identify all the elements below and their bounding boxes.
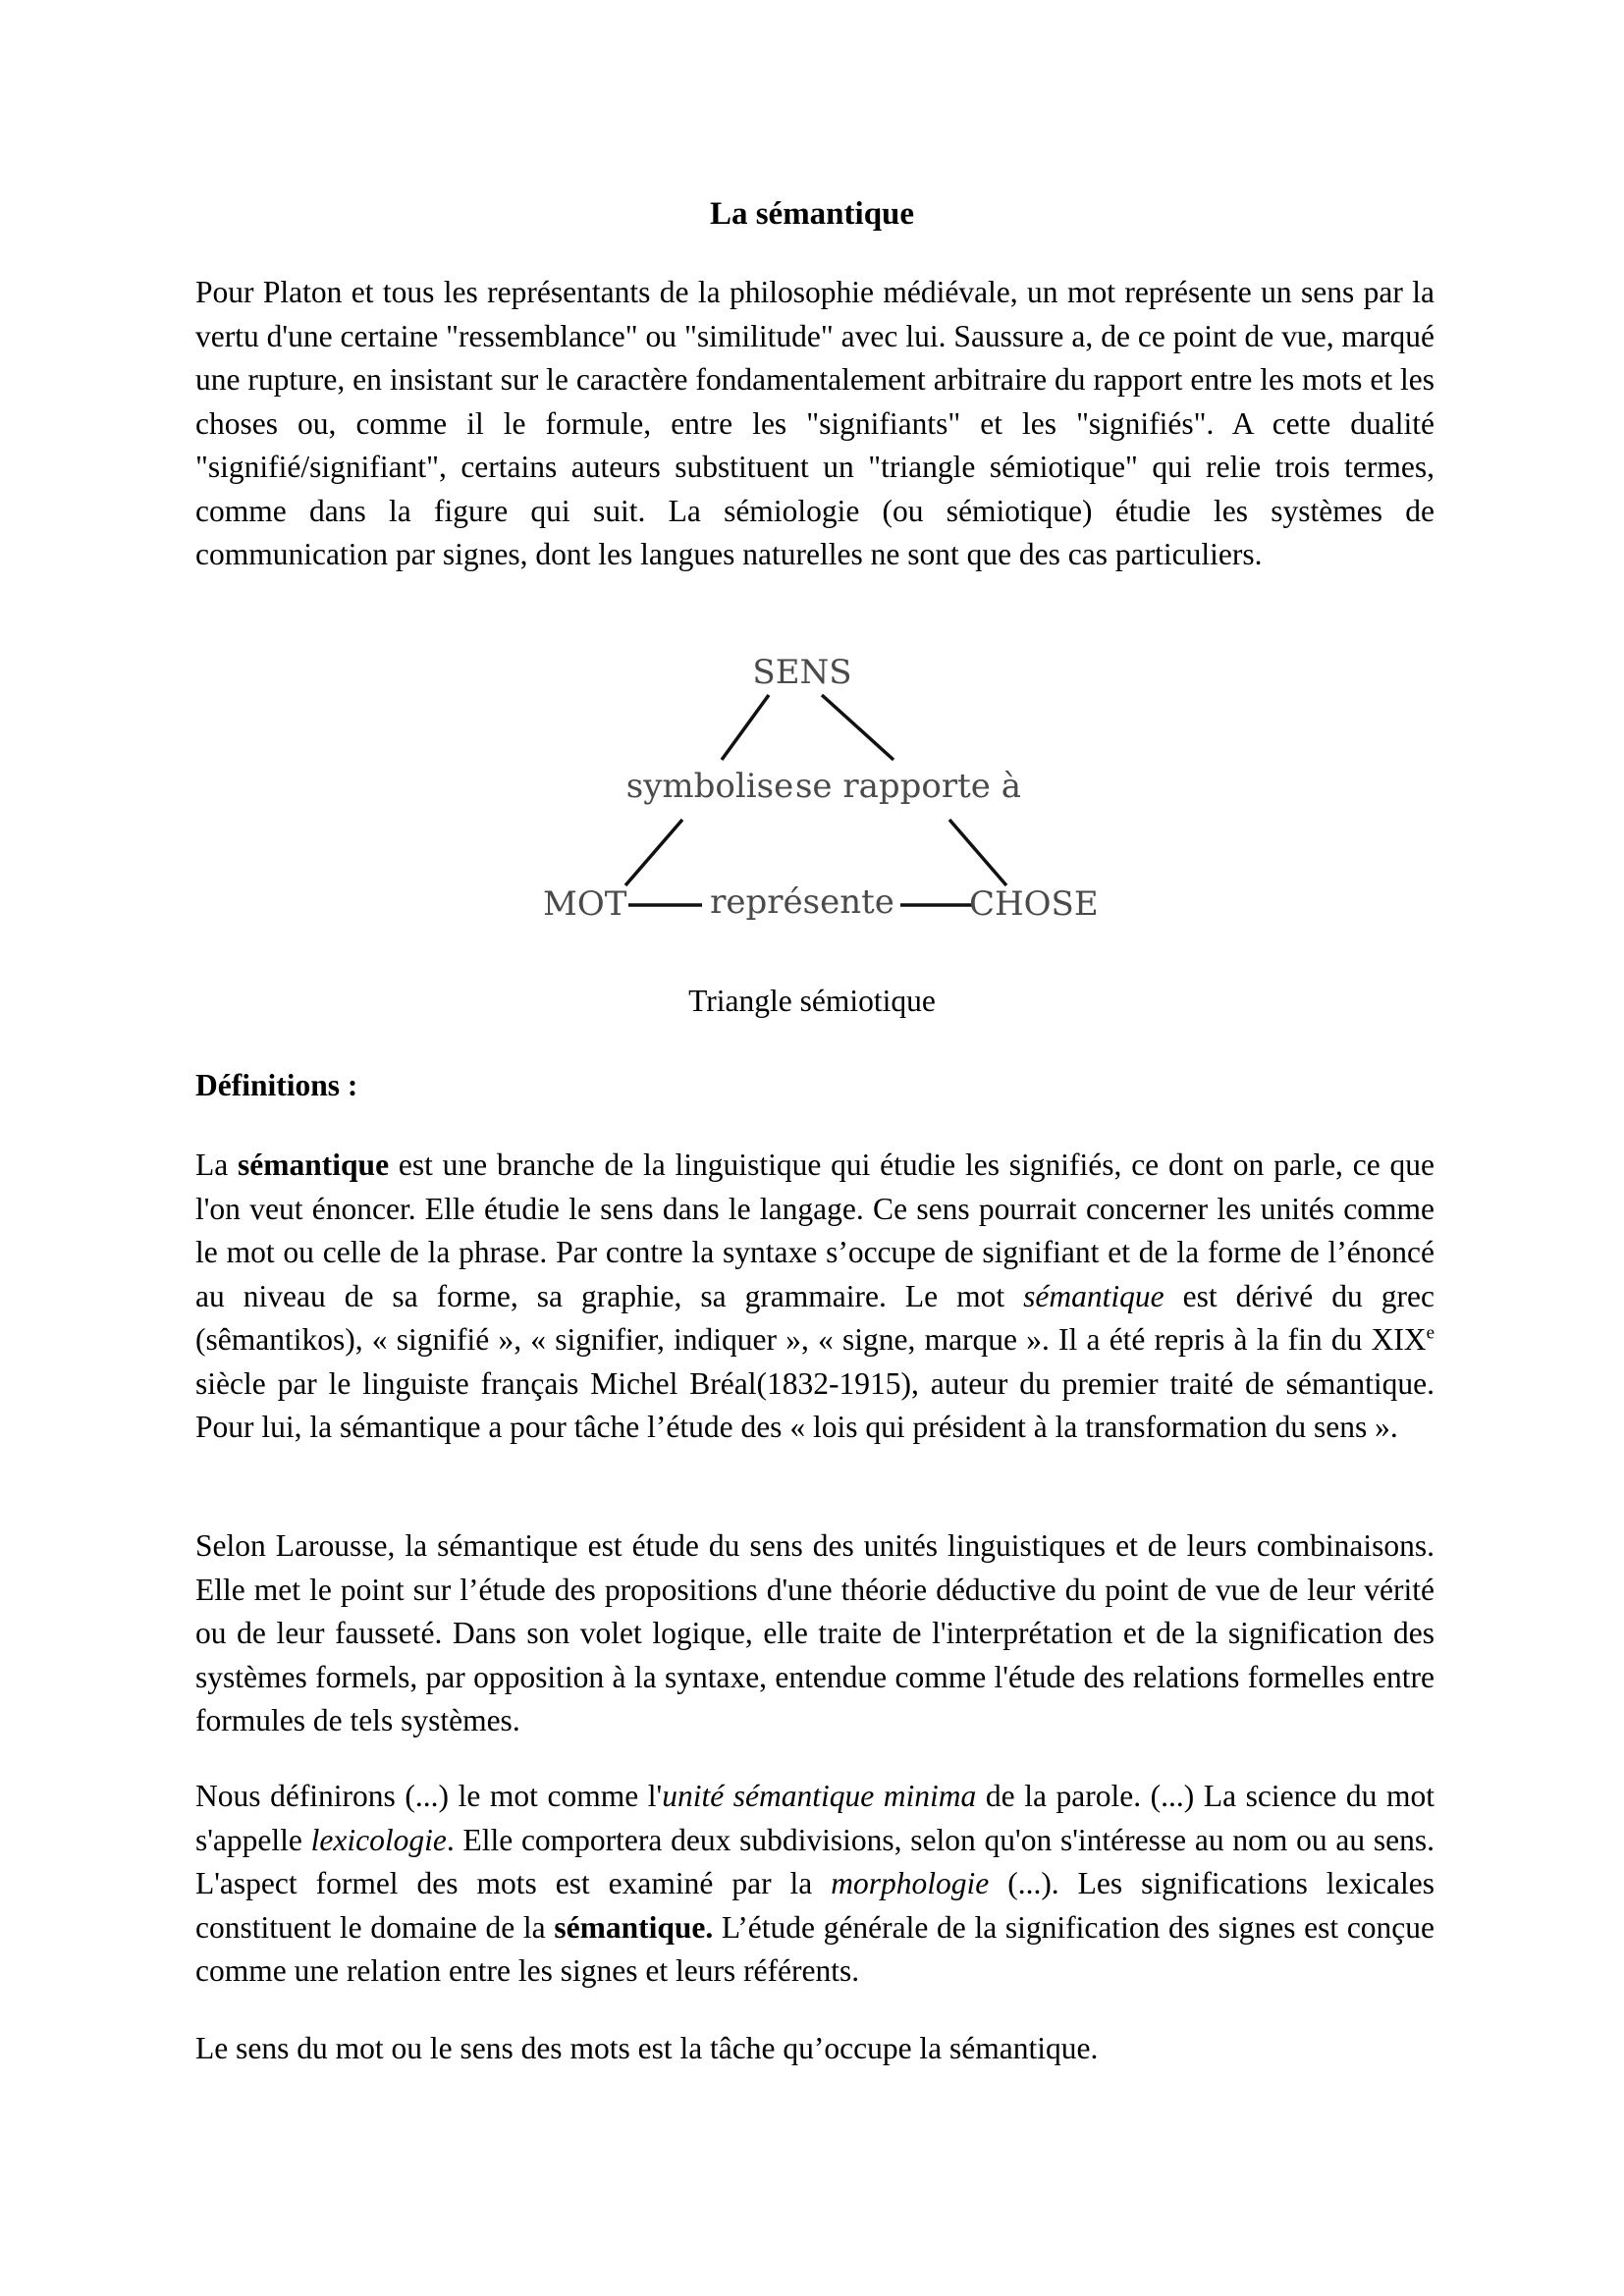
italic-term: sémantique [1023, 1278, 1164, 1313]
label-sens: SENS [752, 653, 852, 692]
definitions-heading: Définitions : [195, 1068, 358, 1102]
superscript: e [1426, 1322, 1435, 1344]
text-run: de la parole. (...) La science du mot s'appelle [195, 1779, 1435, 1857]
label-chose: CHOSE [969, 884, 1099, 924]
label-se-rapporte-a: se rapporte à [794, 767, 1022, 806]
definition-paragraph-1 [195, 1144, 1435, 1450]
bold-term: sémantique. [554, 1909, 714, 1945]
figure-caption: Triangle sémiotique [688, 984, 936, 1018]
label-mot: MOT [543, 884, 627, 924]
text-run: (...). Les significations lexicales constituent le domaine de la [195, 1866, 1435, 1945]
semiotic-triangle-diagram [535, 638, 1114, 933]
text-run: est une branche de la linguistique qui étudie les signifiés, ce dont on parle, ce que l'on veut énoncer. Elle étudie le sens dans le langage. Ce sens pourrait concerner les unités comme le mot ou celle de la phrase. Par contre la syntaxe s’occupe de signifiant et de la forme de l’énoncé au niveau de sa forme, sa graphie, sa grammaire. Le mot [195, 1148, 1435, 1313]
text-run: . Elle comportera deux subdivisions, selon qu'on s'intéresse au nom ou au sens. L'aspect formel des mots est examiné par la [195, 1822, 1435, 1900]
italic-term: morphologie [831, 1866, 990, 1900]
text-run: L’étude générale de la signification des signes est conçue comme une relation entre les signes et leurs référents. [195, 1909, 1435, 1988]
bold-term: sémantique [238, 1148, 390, 1182]
text-run: est dérivé du grec (sêmantikos), « signifié », « signifier, indiquer », « signe, marque ». Il a été repris à la fin du XIX [195, 1278, 1435, 1357]
semiotic-triangle-figure [535, 638, 1114, 933]
line-symbolise-mot [625, 820, 682, 885]
definition-paragraph-2: Selon Larousse, la sémantique est étude du sens des unités linguistiques et de leurs combinaisons. Elle met le point sur l’étude des propositions d'une théorie déductive du point de vue de leur vérité ou de leur fausseté. Dans son volet logique, elle traite de l'interprétation et de la signification des systèmes formels, par opposition à la syntaxe, entendue comme l'étude des relations formelles entre formules de tels systèmes. [195, 1528, 1435, 1737]
text-run: La [195, 1148, 239, 1182]
line-sens-symbolise [722, 695, 769, 760]
text-run: siècle par le linguiste français Michel Bréal(1832-1915), auteur du premier traité de sémantique. Pour lui, la sémantique a pour tâche l’étude des « lois qui président à la transformation du sens ». [195, 1365, 1435, 1444]
definition-paragraph-3 [195, 1775, 1435, 1994]
conclusion-paragraph: Le sens du mot ou le sens des mots est la tâche qu’occupe la sémantique. [195, 2031, 1099, 2065]
text-run: Nous définirons (...) le mot comme l' [195, 1779, 663, 1813]
italic-term: unité sémantique minima [662, 1779, 977, 1813]
intro-paragraph: Pour Platon et tous les représentants de la philosophie médiévale, un mot représente un sens par la vertu d'une certaine "ressemblance" ou "similitude" avec lui. Saussure a, de ce point de vue, marqué une rupture, en insistant sur le caractère fondamentalement arbitraire du rapport entre les mots et les choses ou, comme il le formule, entre les "signifiants" et les "signifiés". A cette dualité "signifié/signifiant", certains auteurs substituent un "triangle sémiotique" qui relie trois termes, comme dans la figure qui suit. La sémiologie (ou sémiotique) étudie les systèmes de communication par signes, dont les langues naturelles ne sont que des cas particuliers. [195, 275, 1435, 571]
label-represente: représente [710, 882, 894, 922]
document-title: La sémantique [709, 196, 915, 232]
line-sens-rapporte [822, 695, 893, 760]
line-rapporte-chose [949, 820, 1006, 885]
italic-term: lexicologie [310, 1822, 447, 1857]
label-symbolise: symbolise [625, 767, 794, 806]
